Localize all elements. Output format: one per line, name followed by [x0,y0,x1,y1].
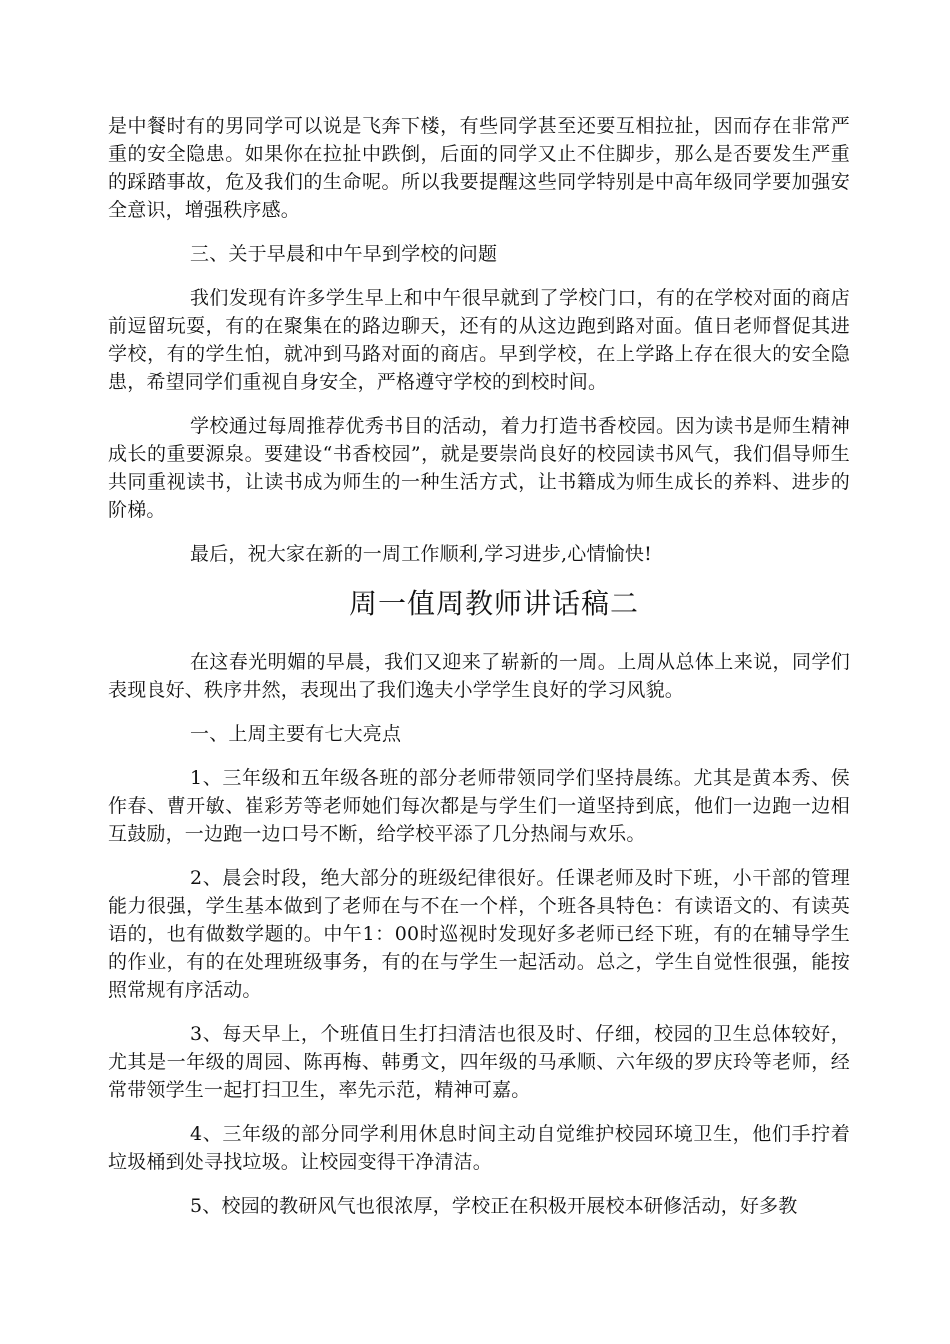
paragraph-highlight-2: 2、晨会时段，绝大部分的班级纪律很好。任课老师及时下班，小干部的管理能力很强，学生基本做到了老师在与不在一个样，个班各具特色：有读语文的、有读英语的，也有做数学题的。中午1：00时巡视时发现好多老师已经下班，有的在辅导学生的作业，有的在处理班级事务，有的在与学生一起活动。总之，学生自觉性很强，能按照常规有序活动。 [108,867,850,1001]
speech-title-two: 周一值周教师讲话稿二 [348,587,639,620]
paragraph-reading-campus: 学校通过每周推荐优秀书目的活动，着力打造书香校园。因为读书是师生精神成长的重要源泉。要建设“书香校园”，就是要崇尚良好的校园读书风气，我们倡导师生共同重视读书，让读书成为师生的一种生活方式，让书籍成为师生成长的养料、进步的阶梯。 [108,415,850,521]
paragraph-highlight-4: 4、三年级的部分同学利用休息时间主动自觉维护校园环境卫生，他们手拧着垃圾桶到处寻找垃圾。让校园变得干净清洁。 [108,1123,850,1173]
paragraph-safety-continued: 是中餐时有的男同学可以说是飞奔下楼，有些同学甚至还要互相拉扯，因而存在非常严重的安全隐患。如果你在拉扯中跌倒，后面的同学又止不住脚步，那么是否要发生严重的踩踏事故，危及我们的生命呢。所以我要提醒这些同学特别是中高年级同学要加强安全意识，增强秩序感。 [108,115,850,221]
section-heading-highlights: 一、上周主要有七大亮点 [190,723,402,745]
paragraph-highlight-5: 5、校园的教研风气也很浓厚，学校正在积极开展校本研修活动，好多教 [190,1195,798,1217]
paragraph-highlight-3: 3、每天早上，个班值日生打扫清洁也很及时、仔细，校园的卫生总体较好，尤其是一年级的周园、陈再梅、韩勇文，四年级的马承顺、六年级的罗庆玲等老师，经常带领学生一起打扫卫生，率先示范，精神可嘉。 [108,1023,850,1101]
paragraph-highlight-1: 1、三年级和五年级各班的部分老师带领同学们坚持晨练。尤其是黄本秀、侯作春、曹开敏、崔彩芳等老师她们每次都是与学生们一道坚持到底，他们一边跑一边相互鼓励，一边跑一边口号不断，给学校平添了几分热闹与欢乐。 [108,767,850,845]
section-heading-early-arrival: 三、关于早晨和中午早到学校的问题 [190,243,498,265]
paragraph-early-arrival: 我们发现有许多学生早上和中午很早就到了学校门口，有的在学校对面的商店前逗留玩耍，有的在聚集在的路边聊天，还有的从这边跑到路对面。值日老师督促其进学校，有的学生怕，就冲到马路对面的商店。早到学校，在上学路上存在很大的安全隐患，希望同学们重视自身安全，严格遵守学校的到校时间。 [108,287,850,393]
paragraph-closing-wishes: 最后，祝大家在新的一周工作顺利,学习进步,心情愉快! [190,543,652,565]
document-body [108,112,850,1236]
paragraph-opening: 在这春光明媚的早晨，我们又迎来了崭新的一周。上周从总体上来说，同学们表现良好、秩序井然，表现出了我们逸夫小学学生良好的学习风貌。 [108,651,850,701]
